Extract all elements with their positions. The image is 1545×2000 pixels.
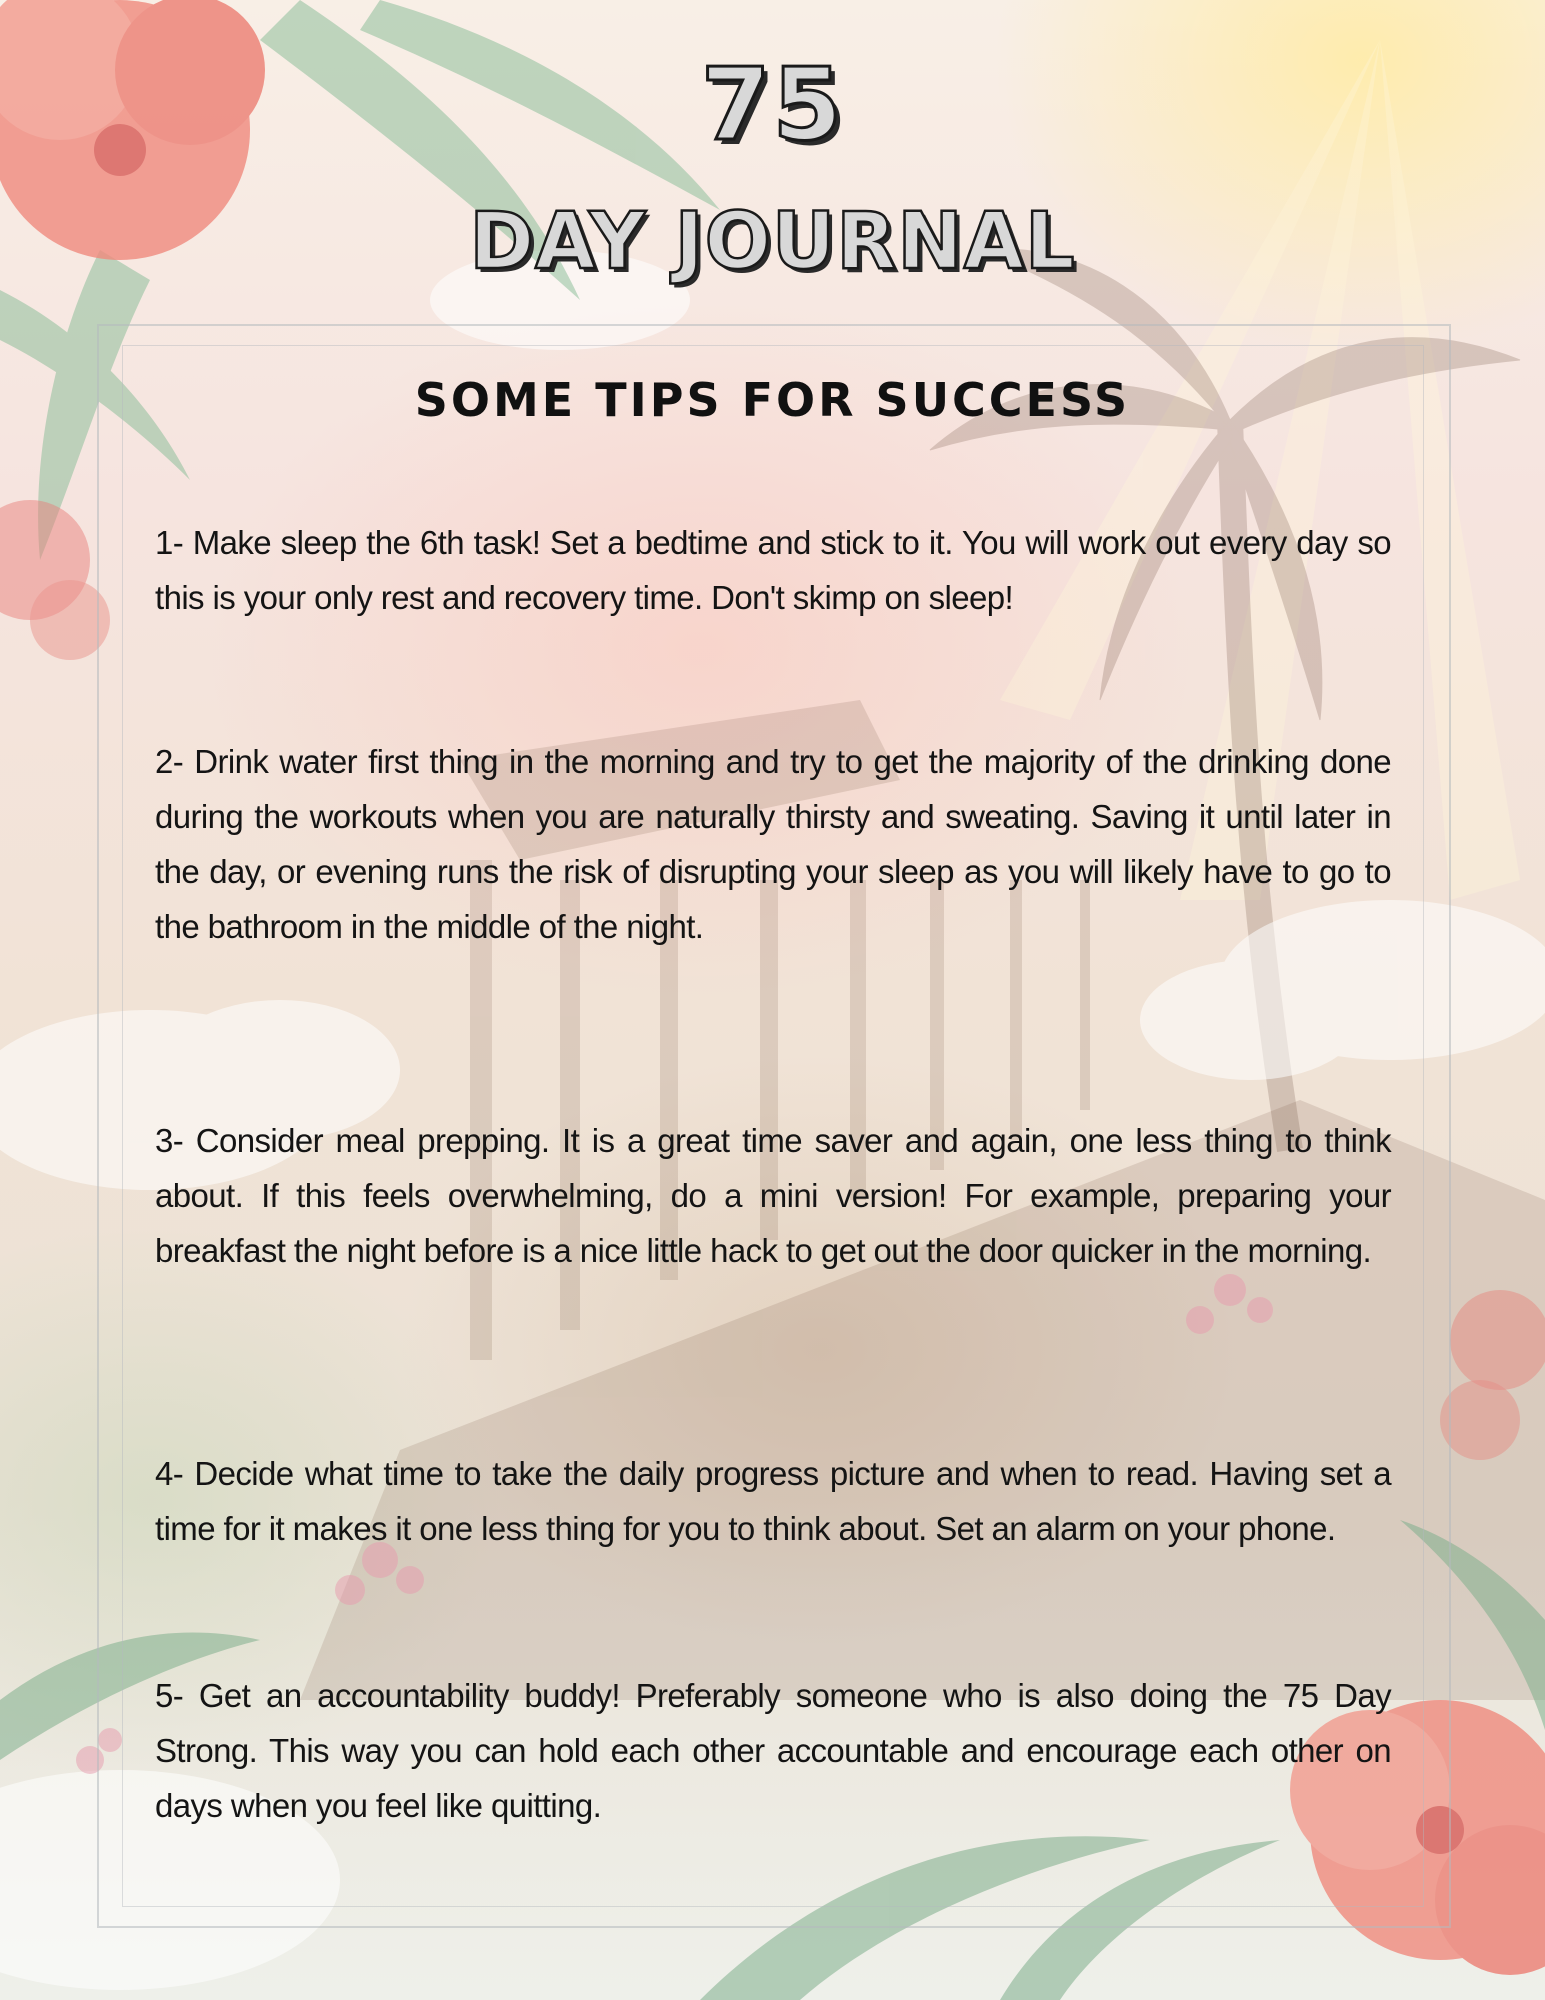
journal-title-number: 75 [700,46,845,163]
tip-paragraph-3: 3- Consider meal prepping. It is a great time saver and again, one less thing to think about. If this feels overwhelming, do a mini version! For example, preparing your breakfast the night before is a nice little hack to get out the door quicker in the morning. [155,1122,1391,1269]
journal-title: DAY JOURNAL [469,197,1076,287]
tips-heading: SOME TIPS FOR SUCCESS [414,373,1131,427]
tip-paragraph-1: 1- Make sleep the 6th task! Set a bedtime and stick to it. You will work out every day so this is your only rest and recovery time. Don't skimp on sleep! [155,524,1391,616]
tip-paragraph-4: 4- Decide what time to take the daily progress picture and when to read. Having set a time for it makes it one less thing for you to think about. Set an alarm on your phone. [155,1455,1391,1547]
tip-paragraph-5: 5- Get an accountability buddy! Preferably someone who is also doing the 75 Day Strong. This way you can hold each other accountable and encourage each other on days when you feel like quitting. [155,1677,1391,1824]
tip-paragraph-2: 2- Drink water first thing in the morning and try to get the majority of the drinking done during the workouts when you are naturally thirsty and sweating. Saving it until later in the day, or evening runs the risk of disrupting your sleep as you will likely have to go to the bathroom in the middle of the night. [155,743,1391,945]
